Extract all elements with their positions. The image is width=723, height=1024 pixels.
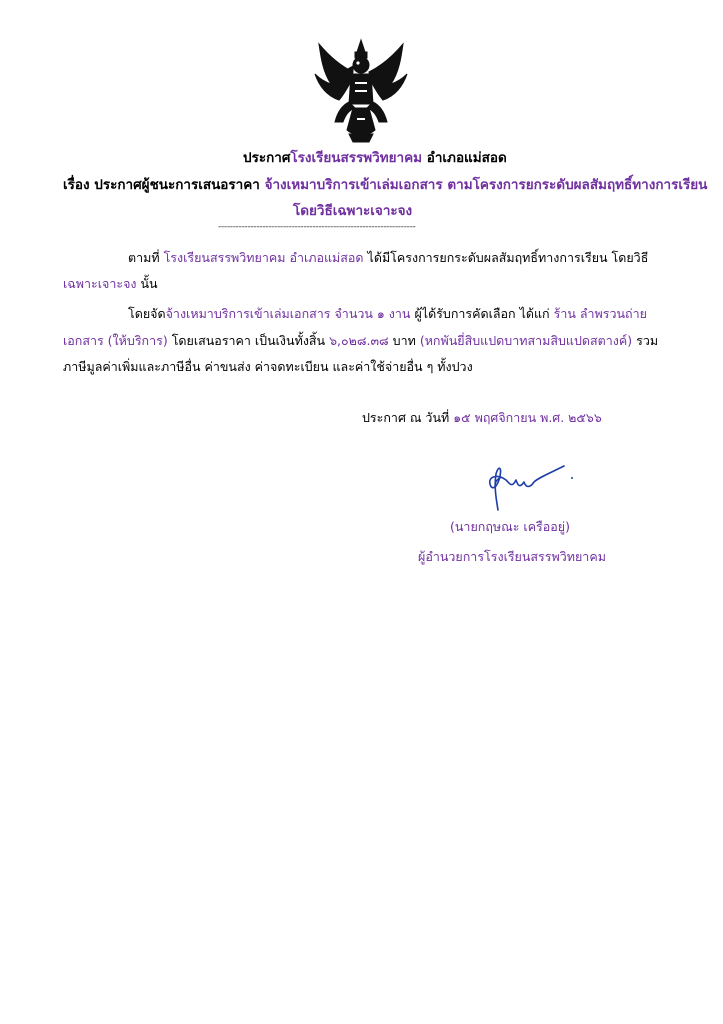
p2-text-f: โดยเสนอราคา เป็นเงินทั้งสิ้น bbox=[167, 333, 330, 348]
date-prefix: ประกาศ ณ วันที่ bbox=[362, 410, 454, 425]
date-value: ๑๕ พฤศจิกายน พ.ศ. ๒๕๖๖ bbox=[453, 410, 602, 425]
title-prefix: ประกาศ bbox=[243, 150, 291, 166]
subject-prefix: เรื่อง ประกาศผู้ชนะการเสนอราคา bbox=[63, 177, 265, 193]
subject-project: จ้างเหมาบริการเข้าเล่มเอกสาร ตามโครงการยกระดับผลสัมฤทธิ์ทางการเรียน bbox=[264, 177, 708, 193]
p1-text-c: ได้มีโครงการยกระดับผลสัมฤทธิ์ทางการเรียน โดยวิธี bbox=[363, 250, 649, 265]
paragraph-1-line-2 bbox=[63, 274, 158, 294]
signer-position: ผู้อำนวยการโรงเรียนสรรพวิทยาคม bbox=[418, 549, 606, 564]
p2-amount-words: (หกพันยี่สิบแปดบาทสามสิบแปดสตางค์) bbox=[419, 333, 633, 348]
p2-text-j: รวม bbox=[632, 333, 659, 348]
p1-text-a: ตามที่ bbox=[128, 250, 164, 265]
paragraph-1-line-1 bbox=[128, 248, 648, 268]
announcement-date bbox=[362, 408, 602, 428]
signer-name: (นายกฤษณะ เครืออยู่) bbox=[450, 519, 570, 534]
school-name: โรงเรียนสรรพวิทยาคม bbox=[290, 150, 423, 166]
p2-text-a: โดยจัด bbox=[128, 306, 166, 321]
subject-line bbox=[63, 173, 707, 195]
p2-vendor: ร้าน ลำพรวนถ่าย bbox=[553, 306, 647, 321]
paragraph-2-line-2 bbox=[63, 331, 658, 351]
handwritten-signature bbox=[478, 458, 578, 518]
p1-method: เฉพาะเจาะจง bbox=[63, 276, 137, 291]
p2-text-c: ผู้ได้รับการคัดเลือก ได้แก่ bbox=[410, 306, 554, 321]
p2-vendor-cont: เอกสาร (ให้บริการ) bbox=[63, 333, 168, 348]
p2-text-h: บาท bbox=[388, 333, 420, 348]
paragraph-2-line-1 bbox=[128, 304, 647, 324]
paragraph-2-line-3: ภาษีมูลค่าเพิ่มและภาษีอื่น ค่าขนส่ง ค่าจดทะเบียน และค่าใช้จ่ายอื่น ๆ ทั้งปวง bbox=[63, 359, 473, 374]
p2-amount: ๖,๐๒๘.๓๘ bbox=[329, 333, 389, 348]
divider: ------------------------------------------------------------------- bbox=[218, 222, 416, 232]
p2-service: จ้างเหมาบริการเข้าเล่มเอกสาร จำนวน ๑ งาน bbox=[165, 306, 411, 321]
garuda-emblem bbox=[313, 38, 409, 144]
method-line: โดยวิธีเฉพาะเจาะจง bbox=[293, 203, 413, 219]
announcement-title bbox=[243, 146, 507, 168]
district-name: อำเภอแม่สอด bbox=[422, 150, 507, 166]
p1-school: โรงเรียนสรรพวิทยาคม อำเภอแม่สอด bbox=[163, 250, 364, 265]
p1-text-e: นั้น bbox=[136, 276, 158, 291]
